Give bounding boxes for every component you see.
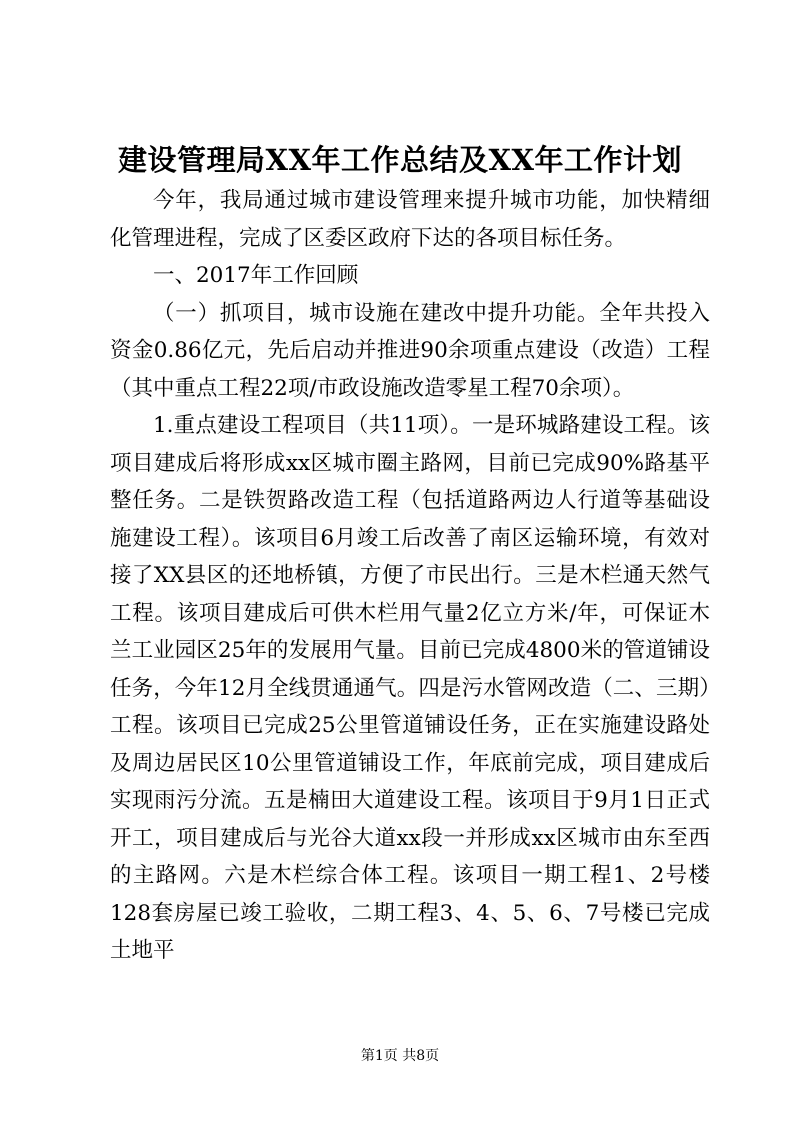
page-number-footer: 第1页 共8页	[360, 1048, 440, 1064]
section-heading: 一、2017年工作回顾	[153, 263, 359, 288]
paragraph-intro: 今年，我局通过城市建设管理来提升城市功能，加快精细化管理进程，完成了区委区政府下达的各项目标任务。	[110, 188, 710, 251]
paragraph-key-projects: 1.重点建设工程项目（共11项）。一是环城路建设工程。该项目建成后将形成xx区城市圈主路网，目前已完成90%路基平整任务。二是铁贺路改造工程（包括道路两边人行道等基础设施建设工程）。该项目6月竣工后改善了南区运输环境，有效对接了XX县区的还地桥镇，方便了市民出行。三是木栏通天然气工程。该项目建成后可供木栏用气量2亿立方米/年，可保证木兰工业园区25年的发展用气量。目前已完成4800米的管道铺设任务，今年12月全线贯通通气。四是污水管网改造（二、三期）工程。该项目已完成25公里管道铺设任务，正在实施建设路处及周边居民区10公里管道铺设工作，年底前完成，项目建成后实现雨污分流。五是楠田大道建设工程。该项目于9月1日正式开工，项目建成后与光谷大道xx段一并形成xx区城市由东至西的主路网。六是木栏综合体工程。该项目一期工程1、2号楼128套房屋已竣工验收，二期工程3、4、5、6、7号楼已完成土地平	[110, 413, 710, 963]
document-body	[110, 182, 710, 970]
paragraph-subsection-1: （一）抓项目，城市设施在建改中提升功能。全年共投入资金0.86亿元，先后启动并推进90余项重点建设（改造）工程（其中重点工程22项/市政设施改造零星工程70余项）。	[110, 300, 710, 401]
document-title: 建设管理局XX年工作总结及XX年工作计划	[117, 143, 682, 177]
